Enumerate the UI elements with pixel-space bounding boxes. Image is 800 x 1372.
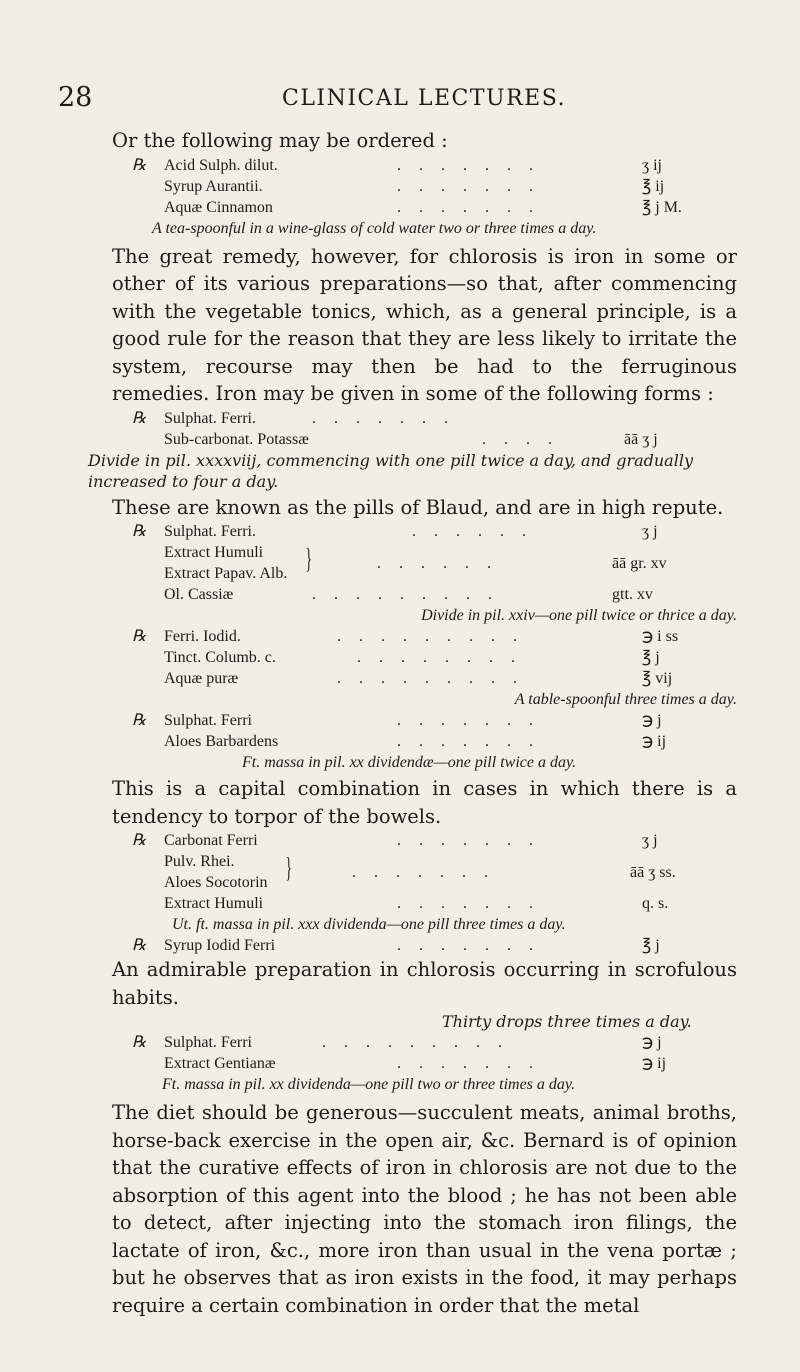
rx7-item-1-name: Syrup Iodid Ferri xyxy=(164,937,276,954)
leader-dots: . . . . . . . . xyxy=(357,649,522,666)
rx1-item-2-name: Syrup Aurantii. xyxy=(164,177,263,195)
rx4-item-3-name: Aquæ puræ xyxy=(164,670,239,687)
rx5-item-2-qty: ℈ ij xyxy=(642,733,667,750)
leader-dots: . . . . . . . xyxy=(352,864,495,881)
paragraph-1: The great remedy, however, for chlorosis is iron in some or other of its various preparations—so that, after commencing with the vegetable tonics, which, as a general principle, is a good rule for the reason that they are less likely to irritate the system, recourse may then be had to the ferruginous remedies. Iron may be given in some of the following forms : xyxy=(112,244,737,405)
rx1-intro: Or the following may be ordered : xyxy=(112,129,448,152)
rx4-item-1-qty: ℈ i ss xyxy=(642,628,679,645)
paragraph-3: This is a capital combination in cases in which there is a tendency to torpor of the bowels. xyxy=(112,777,737,828)
rx6-item-3-name: Aloes Socotorin xyxy=(164,874,268,891)
leader-dots: . . . . . . . xyxy=(397,156,540,174)
recipe-symbol: ℞ xyxy=(132,156,147,174)
paragraph-5: The diet should be generous—succulent meats, animal broths, horse-back exercise in the open air, &c. Bernard is of opinion that the curative effects of iron in chlorosis are not due to the absorption of this agent into the blood ; he has not been able to detect, after injecting into the stomach iron filings, the lactate of iron, &c., more iron than usual in the vena portæ ; but he observes that as iron exists in the food, it may perhaps require a certain combination in order that the metal xyxy=(112,1101,737,1317)
leader-dots: . . . . . . . xyxy=(397,1055,540,1072)
rx5-item-2-name: Aloes Barbardens xyxy=(164,733,279,750)
rx1-item-2-qty: ℥ ij xyxy=(642,177,665,195)
rx6-item-4-name: Extract Humuli xyxy=(164,895,264,912)
brace-icon: } xyxy=(305,544,313,575)
leader-dots: . . . . . . . xyxy=(312,409,455,427)
recipe-symbol: ℞ xyxy=(132,628,147,645)
brace-icon: } xyxy=(285,853,293,884)
leader-dots: . . . . . . xyxy=(377,555,498,572)
leader-dots: . . . . . . . xyxy=(397,895,540,912)
leader-dots: . . . . . . . xyxy=(397,712,540,729)
rx1-item-3-name: Aquæ Cinnamon xyxy=(164,198,273,216)
recipe-symbol: ℞ xyxy=(132,409,147,427)
rx1-item-1-name: Acid Sulph. dilut. xyxy=(164,156,278,174)
prescription-4 xyxy=(112,626,737,710)
rx3-direction: Divide in pil. xxiv—one pill twice or thrice a day. xyxy=(421,607,737,624)
rx2-direction: Divide in pil. xxxxviij, commencing with one pill twice a day, and gradually increased to four a day. xyxy=(88,450,693,491)
rx6-item-1-qty: ʒ j xyxy=(642,832,658,849)
rx3-item-3-qty: āā gr. xv xyxy=(612,555,667,572)
rx1-item-3-qty: ℥ j M. xyxy=(642,198,682,216)
rx8-item-1-qty: ℈ j xyxy=(642,1034,662,1051)
leader-dots: . . . . . . . . . xyxy=(322,1034,509,1051)
leader-dots: . . . . . . . . . xyxy=(337,628,524,645)
page-body xyxy=(88,127,737,1319)
paragraph-4: An admirable preparation in chlorosis occurring in scrofulous habits. xyxy=(112,958,737,1009)
rx8-direction: Ft. massa in pil. xx dividenda—one pill two or three times a day. xyxy=(162,1076,576,1093)
rx2-item-2-name: Sub-carbonat. Potassæ xyxy=(164,430,309,448)
leader-dots: . . . . . . xyxy=(412,523,533,540)
running-head: CLINICAL LECTURES. xyxy=(281,86,567,111)
rx5-item-1-name: Sulphat. Ferri xyxy=(164,712,252,729)
rx4-item-2-qty: ℥ j xyxy=(642,649,660,666)
rx4-item-1-name: Ferri. Iodid. xyxy=(164,628,241,645)
rx4-item-2-name: Tinct. Columb. c. xyxy=(164,649,276,666)
rx3-item-1-qty: ʒ j xyxy=(642,523,658,540)
rx5-direction: Ft. massa in pil. xx dividendæ—one pill twice a day. xyxy=(242,754,577,771)
leader-dots: . . . . xyxy=(482,430,559,448)
rx3-item-3-name: Extract Papav. Alb. xyxy=(164,565,288,582)
recipe-symbol: ℞ xyxy=(132,712,147,729)
prescription-3 xyxy=(112,521,737,626)
rx8-item-1-name: Sulphat. Ferri xyxy=(164,1034,252,1051)
prescription-2 xyxy=(112,408,737,450)
rx4-item-3-qty: ℥ vij xyxy=(642,670,673,687)
page-header xyxy=(58,82,740,122)
rx3-item-4-qty: gtt. xv xyxy=(612,586,653,603)
rx3-item-2-name: Extract Humuli xyxy=(164,544,264,561)
rx6-item-2-name: Pulv. Rhei. xyxy=(164,853,235,870)
rx2-item-2-qty: āā ʒ j xyxy=(624,430,658,448)
rx6-item-4-qty: q. s. xyxy=(642,895,669,912)
prescription-7 xyxy=(112,935,737,956)
rx8-item-2-name: Extract Gentianæ xyxy=(164,1055,276,1072)
leader-dots: . . . . . . . . . xyxy=(337,670,524,687)
page-number: 28 xyxy=(58,82,93,113)
leader-dots: . . . . . . . xyxy=(397,733,540,750)
rx7-direction: Thirty drops three times a day. xyxy=(442,1012,692,1031)
rx3-item-4-name: Ol. Cassiæ xyxy=(164,586,234,603)
rx3-item-1-name: Sulphat. Ferri. xyxy=(164,523,256,540)
recipe-symbol: ℞ xyxy=(132,937,147,954)
rx5-item-1-qty: ℈ j xyxy=(642,712,662,729)
rx6-direction: Ut. ft. massa in pil. xxx dividenda—one pill three times a day. xyxy=(172,916,566,933)
prescription-1 xyxy=(112,155,737,239)
prescription-6 xyxy=(112,830,737,935)
rx6-item-1-name: Carbonat Ferri xyxy=(164,832,258,849)
leader-dots: . . . . . . . . . xyxy=(312,586,499,603)
rx2-item-1-name: Sulphat. Ferri. xyxy=(164,409,256,427)
recipe-symbol: ℞ xyxy=(132,523,147,540)
prescription-5 xyxy=(112,710,737,773)
rx8-item-2-qty: ℈ ij xyxy=(642,1055,667,1072)
leader-dots: . . . . . . . xyxy=(397,198,540,216)
leader-dots: . . . . . . . xyxy=(397,937,540,954)
rx6-item-3-qty: āā ʒ ss. xyxy=(630,864,676,881)
rx1-item-1-qty: ʒ ij xyxy=(642,156,662,174)
leader-dots: . . . . . . . xyxy=(397,832,540,849)
leader-dots: . . . . . . . xyxy=(397,177,540,195)
rx4-direction: A table-spoonful three times a day. xyxy=(514,691,737,708)
rx7-item-1-qty: ℥ j xyxy=(642,937,660,954)
recipe-symbol: ℞ xyxy=(132,1034,147,1051)
paragraph-2: These are known as the pills of Blaud, and are in high repute. xyxy=(112,495,724,519)
prescription-8 xyxy=(112,1032,737,1095)
recipe-symbol: ℞ xyxy=(132,832,147,849)
rx1-direction: A tea-spoonful in a wine-glass of cold water two or three times a day. xyxy=(152,219,597,237)
